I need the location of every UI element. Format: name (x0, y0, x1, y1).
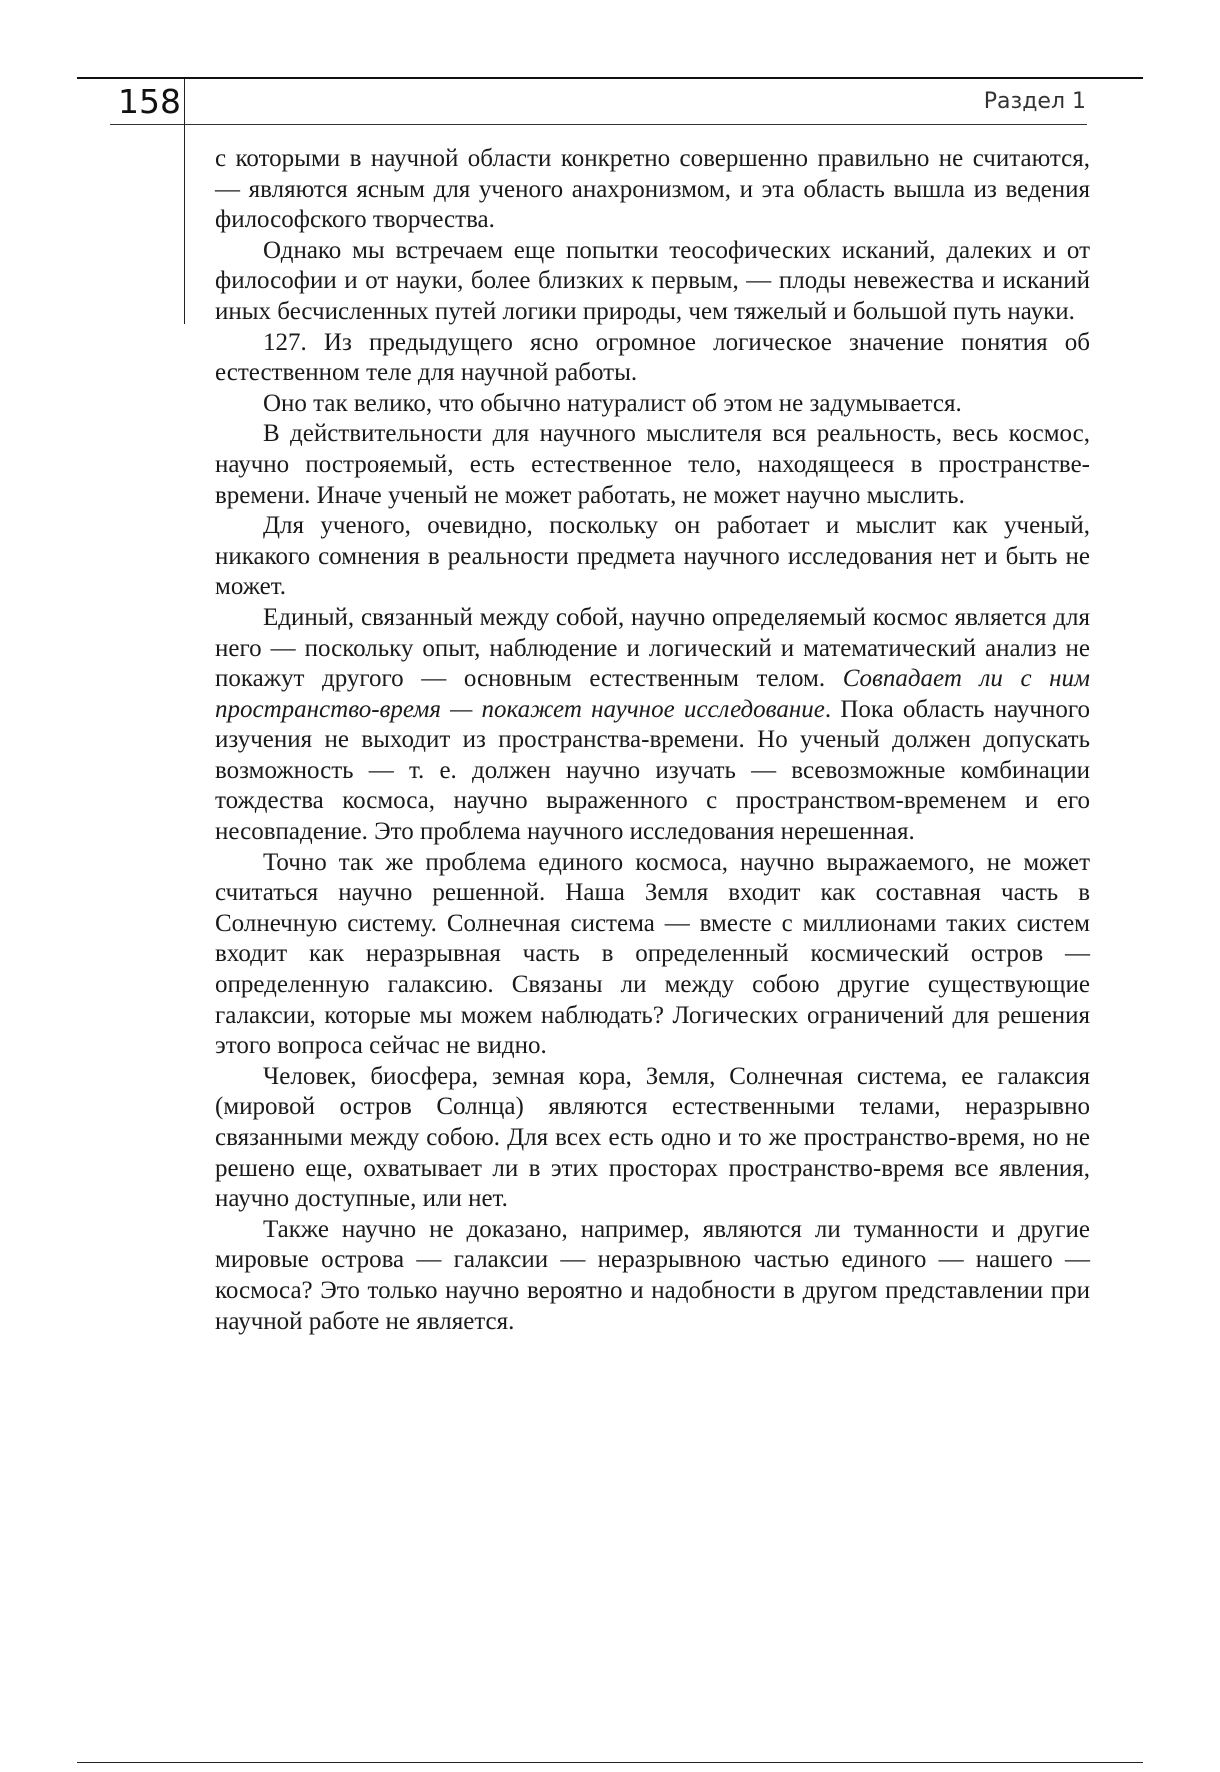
paragraph-2: Однако мы встречаем еще попытки теософических исканий, далеких и от философии и от науки, более близких к первым, — плоды невежества и исканий иных бесчисленных путей логики природы, чем тяжелый и большой путь науки. (215, 236, 1090, 325)
paragraph-7-start: Единый, связанный между собой, научно определяемый космос является для него — поскольку опыт, наблюдение и логический и математический анализ не покажут другого — основным естественным телом. (215, 603, 1090, 693)
paragraph-7-italic: Совпадает ли с ним пространство-время — покажет научное исследование (215, 665, 1090, 723)
header-rule (110, 124, 1087, 125)
paragraph-3: 127. Из предыдущего ясно огромное логическое значение понятия об естественном теле для научной работы. (215, 328, 1090, 387)
header-top-rule (77, 77, 1143, 79)
paragraph-6: Для ученого, очевидно, поскольку он работает и мыслит как ученый, никакого сомнения в реальности предмета научного исследования нет и быть не может. (215, 512, 1090, 601)
paragraph-5: В действительности для научного мыслителя вся реальность, весь космос, научно построяемый, есть естественное тело, находящееся в пространстве-времени. Иначе ученый не может работать, не может научно мыслить. (215, 420, 1090, 509)
paragraph-4: Оно так велико, что обычно натуралист об этом не задумывается. (263, 389, 962, 417)
paragraph-1: с которыми в научной области конкретно совершенно правильно не считаются, — являются ясным для ученого анахронизмом, и эта область вышла из ведения философского творчества. (215, 145, 1090, 234)
paragraph-7 (215, 603, 1090, 848)
footer-rule (77, 1762, 1143, 1763)
page-number: 158 (118, 82, 181, 121)
paragraph-8: Точно так же проблема единого космоса, научно выражаемого, не может считаться научно решенной. Наша Земля входит как составная часть в Солнечную систему. Солнечная система — вместе с миллионами таких систем входит как неразрывная часть в определенный космический остров — определенную галаксию. Связаны ли между собою другие существующие галаксии, которые мы можем наблюдать? Логических ограничений для решения этого вопроса сейчас не видно. (215, 848, 1090, 1060)
margin-vertical-rule (184, 79, 185, 324)
paragraph-7-end: . Пока область научного изучения не выходит из пространства-времени. Но ученый должен допускать возможность — т. е. должен научно изучать — всевозможные комбинации тождества космоса, научно выраженного с пространством-временем и его несовпадение. Это проблема научного исследования нерешенная. (215, 695, 1090, 846)
paragraph-10: Также научно не доказано, например, являются ли туманности и другие мировые острова — галаксии — неразрывною частью единого — нашего — космоса? Это только научно вероятно и надобности в другом представлении при научной работе не является. (215, 1215, 1090, 1335)
body-text (215, 144, 1090, 1337)
running-head: Раздел 1 (983, 89, 1086, 114)
paragraph-9: Человек, биосфера, земная кора, Земля, Солнечная система, ее галаксия (мировой остров Солнца) являются естественными телами, неразрывно связанными между собою. Для всех есть одно и то же пространство-время, но не решено еще, охватывает ли в этих просторах пространство-время все явления, научно доступные, или нет. (215, 1062, 1090, 1213)
